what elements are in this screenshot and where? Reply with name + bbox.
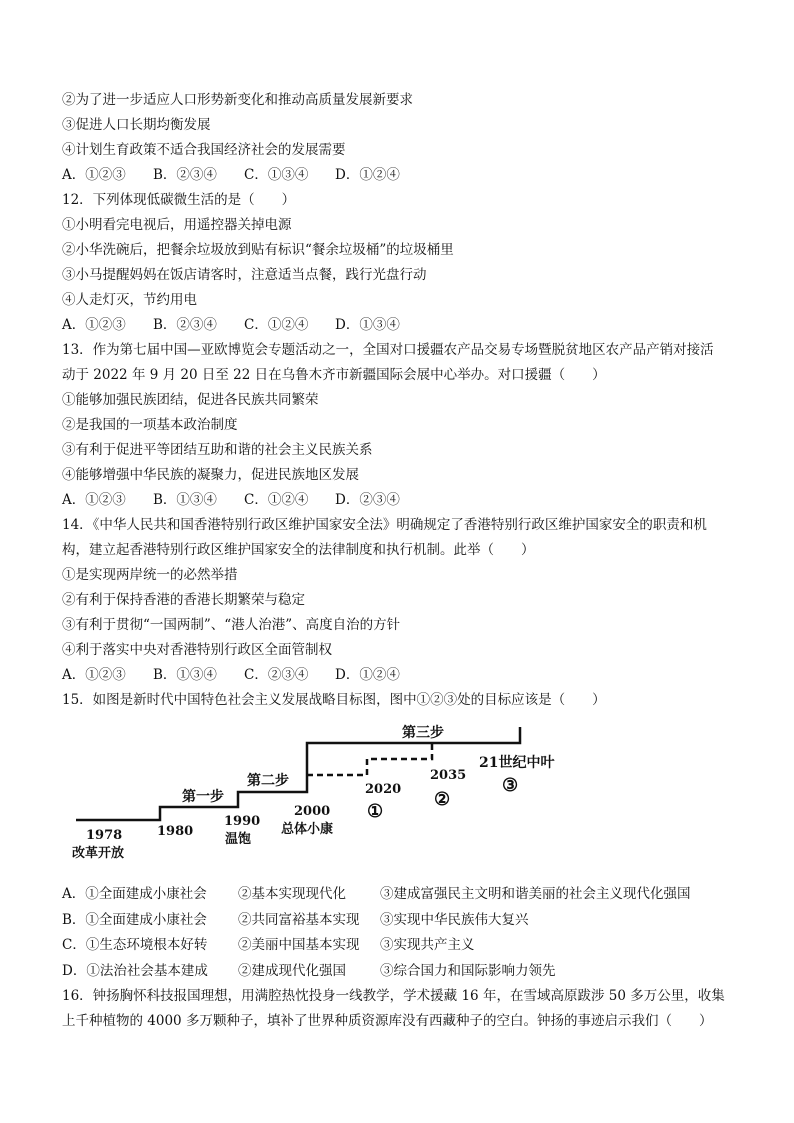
label-2020: 2020 — [365, 782, 402, 797]
q14-stem-line-2: 构，建立起香港特别行政区维护国家安全的法律制度和执行机制。此举（ ） — [62, 542, 535, 558]
q11-option-c[interactable]: C．①③④ — [244, 167, 309, 183]
dashed-staircase-line — [307, 743, 432, 775]
q14-options — [62, 663, 742, 688]
q13-item-1: ①能够加强民族团结，促进各民族共同繁荣 — [62, 392, 319, 408]
q15-option-a[interactable]: A．①全面建成小康社会 ②基本实现现代化 ③建成富强民主文明和谐美丽的社会主义现代化强国 — [62, 886, 691, 902]
label-step3: 第三步 — [402, 725, 444, 741]
label-1980: 1980 — [157, 824, 194, 839]
q12-option-a[interactable]: A．①②③ — [62, 317, 126, 333]
q15-option-c[interactable]: C．①生态环境根本好转 ②美丽中国基本实现 ③实现共产主义 — [62, 937, 475, 953]
q12-stem: 12．下列体现低碳微生活的是（ ） — [62, 192, 296, 208]
q13-stem-line-2: 动于 2022 年 9 月 20 日至 22 日在乌鲁木齐市新疆国际会展中心举办。对口援疆（ ） — [62, 367, 606, 383]
q11-option-b[interactable]: B．②③④ — [153, 167, 217, 183]
q12-options — [62, 313, 742, 338]
label-xiaokang: 总体小康 — [281, 822, 334, 837]
q11-item-4: ④计划生育政策不适合我国经济社会的发展需要 — [62, 142, 346, 158]
q14-item-4: ④利于落实中央对香港特别行政区全面管制权 — [62, 642, 332, 658]
q11-item-2: ②为了进一步适应人口形势新变化和推动高质量发展新要求 — [62, 92, 413, 108]
label-step1: 第一步 — [182, 789, 224, 805]
label-1990: 1990 — [224, 814, 261, 829]
q13-options — [62, 488, 742, 513]
q14-option-b[interactable]: B．①③④ — [153, 667, 217, 683]
label-circle-2: ② — [434, 789, 451, 810]
q12-option-b[interactable]: B．②③④ — [153, 317, 217, 333]
q13-option-b[interactable]: B．①③④ — [153, 492, 217, 508]
q14-stem-line-1: 14．《中华人民共和国香港特别行政区维护国家安全法》明确规定了香港特别行政区维护国家安全的职责和机 — [62, 517, 707, 533]
q14-option-a[interactable]: A．①②③ — [62, 667, 126, 683]
q12-option-d[interactable]: D．①③④ — [335, 317, 400, 333]
q12-item-2: ②小华洗碗后，把餐余垃圾放到贴有标识“餐余垃圾桶”的垃圾桶里 — [62, 242, 454, 258]
q13-option-c[interactable]: C．①②④ — [244, 492, 309, 508]
q12-item-4: ④人走灯灭，节约用电 — [62, 292, 197, 308]
label-circle-1: ① — [367, 801, 384, 822]
q13-item-2: ②是我国的一项基本政治制度 — [62, 417, 238, 433]
q16-stem-line-1: 16．钟扬胸怀科技报国理想，用满腔热忱投身一线教学，学术援藏 16 年，在雪域高原跋涉 50 多万公里，收集 — [62, 988, 725, 1004]
staircase-svg — [62, 717, 742, 882]
q14-item-1: ①是实现两岸统一的必然举措 — [62, 567, 238, 583]
q11-options — [62, 163, 742, 188]
q11-option-a[interactable]: A．①②③ — [62, 167, 126, 183]
label-2000: 2000 — [294, 804, 331, 819]
q13-option-a[interactable]: A．①②③ — [62, 492, 126, 508]
q13-item-3: ③有利于促进平等团结互助和谐的社会主义民族关系 — [62, 442, 373, 458]
label-21st-century: 21世纪中叶 — [479, 755, 555, 771]
exam-page — [62, 88, 742, 1034]
q12-option-c[interactable]: C．①②④ — [244, 317, 309, 333]
q11-item-3: ③促进人口长期均衡发展 — [62, 117, 211, 133]
q13-item-4: ④能够增强中华民族的凝聚力，促进民族地区发展 — [62, 467, 359, 483]
q13-option-d[interactable]: D．②③④ — [335, 492, 400, 508]
q11-option-d[interactable]: D．①②④ — [335, 167, 400, 183]
label-wenbao: 温饱 — [225, 832, 252, 847]
q16-stem-line-2: 上千种植物的 4000 多万颗种子，填补了世界种质资源库没有西藏种子的空白。钟扬的事迹启示我们（ ） — [62, 1013, 713, 1029]
q12-item-3: ③小马提醒妈妈在饭店请客时，注意适当点餐，践行光盘行动 — [62, 267, 427, 283]
q15-option-d[interactable]: D．①法治社会基本建成 ②建成现代化强国 ③综合国力和国际影响力领先 — [62, 962, 556, 979]
q14-item-3: ③有利于贯彻“一国两制”、“港人治港”、高度自治的方针 — [62, 617, 401, 633]
label-circle-3: ③ — [502, 775, 519, 796]
q14-item-2: ②有利于保持香港的香港长期繁荣与稳定 — [62, 592, 305, 608]
label-1978: 1978 — [86, 828, 123, 843]
label-reform: 改革开放 — [72, 846, 125, 861]
q15-option-b[interactable]: B．①全面建成小康社会 ②共同富裕基本实现 ③实现中华民族伟大复兴 — [62, 911, 529, 928]
q15-stem: 15．如图是新时代中国特色社会主义发展战略目标图，图中①②③处的目标应该是（ ） — [62, 692, 606, 708]
q14-option-d[interactable]: D．①②④ — [335, 667, 400, 683]
strategy-staircase-diagram — [62, 717, 742, 882]
label-step2: 第二步 — [247, 773, 289, 789]
q12-item-1: ①小明看完电视后，用遥控器关掉电源 — [62, 217, 292, 233]
label-2035: 2035 — [430, 768, 467, 783]
q14-option-c[interactable]: C．②③④ — [244, 667, 309, 683]
q13-stem-line-1: 13．作为第七届中国—亚欧博览会专题活动之一，全国对口援疆农产品交易专场暨脱贫地区农产品产销对接活 — [62, 342, 714, 358]
